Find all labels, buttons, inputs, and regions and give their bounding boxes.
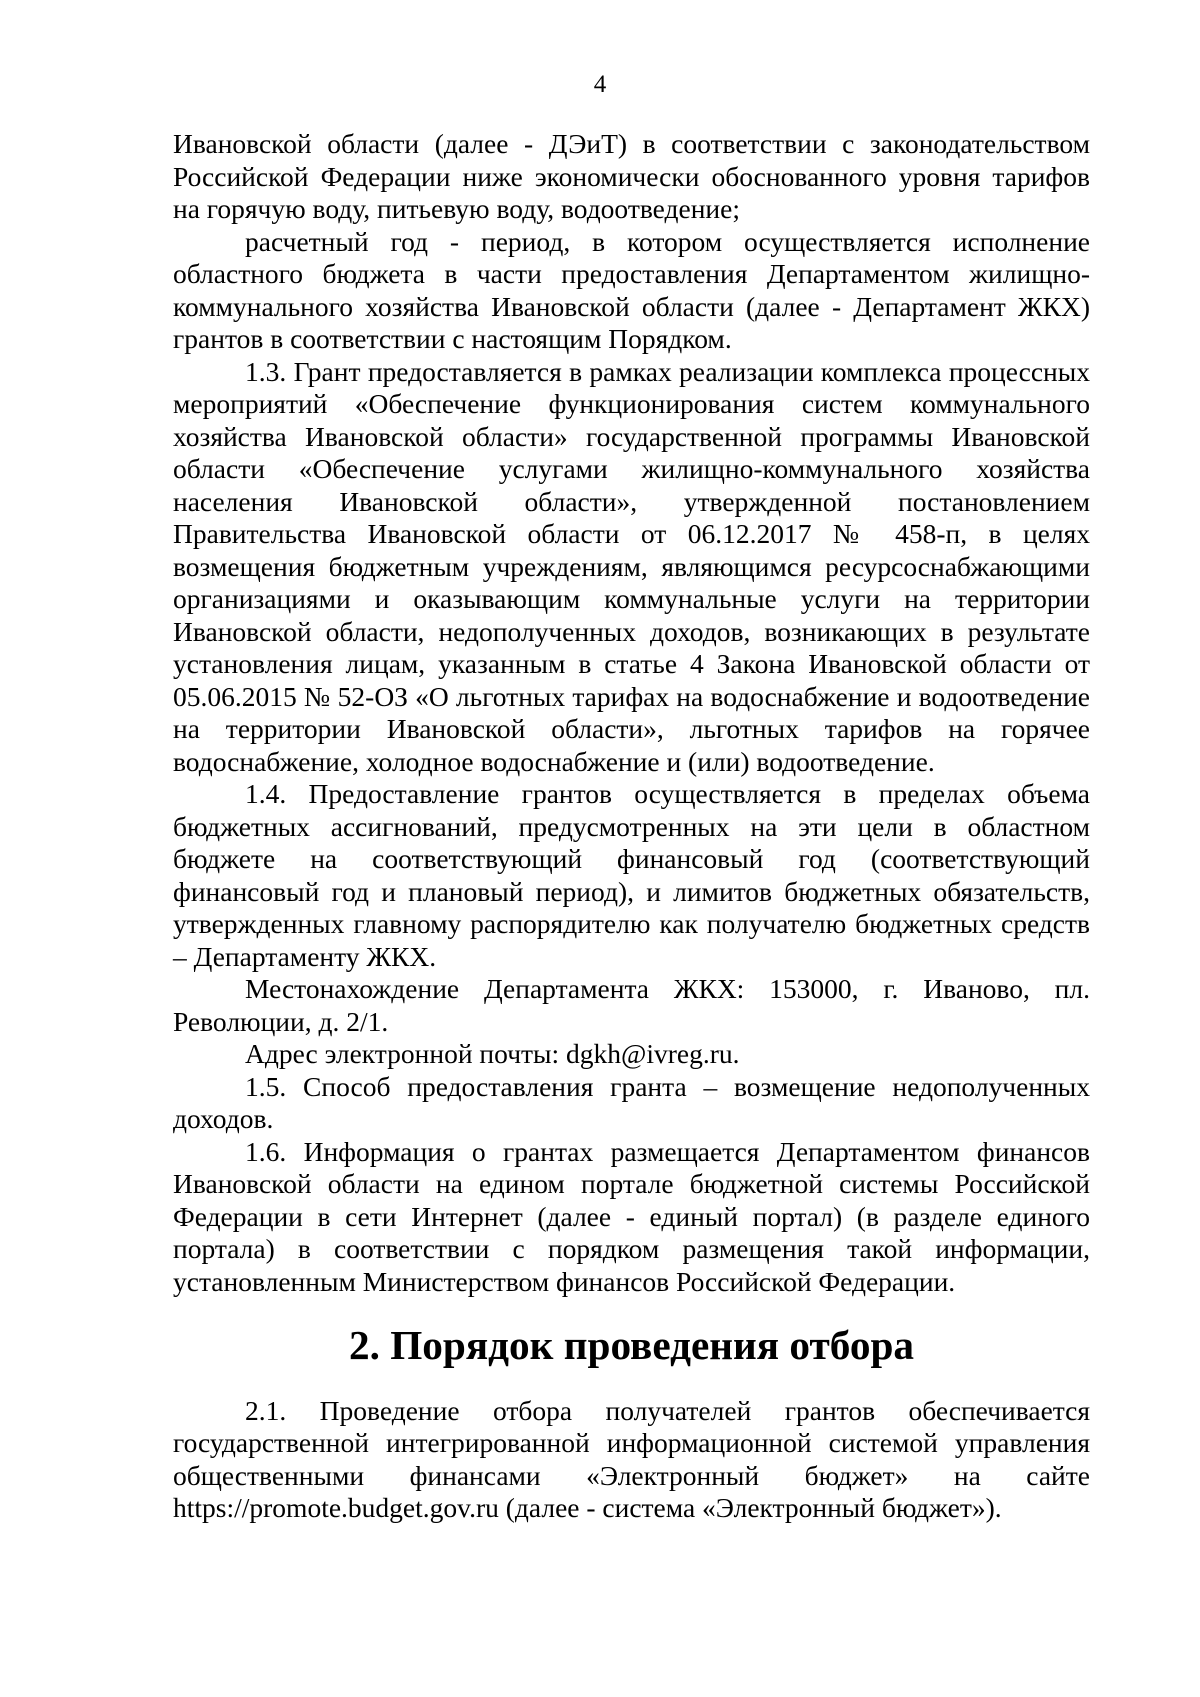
section-heading: 2. Порядок проведения отбора: [348, 1322, 915, 1368]
paragraph-2-1: 2.1. Проведение отбора получателей грантов обеспечивается государственной интегрированной информационной системой управления общественными финансами «Электронный бюджет» на сайте https://promote.budget.gov.ru (далее - система «Электронный бюджет»).: [173, 1394, 1090, 1523]
paragraph-location: Местонахождение Департамента ЖКХ: 153000, г. Иваново, пл. Революции, д. 2/1.: [173, 973, 1090, 1037]
paragraph-1-3: 1.3. Грант предоставляется в рамках реализации комплекса процессных мероприятий «Обеспечение функционирования систем коммунального хозяйства Ивановской области» государственной программы Ивановской области «Обеспечение услугами жилищно-коммунального хозяйства населения Ивановской области», утвержденной постановлением Правительства Ивановской области от 06.12.2017 № 458-п, в целях возмещения бюджетным учреждениям, являющимся ресурсоснабжающими организациями и оказывающим коммунальные услуги на территории Ивановской области, недополученных доходов, возникающих в результате установления лицам, указанным в статье 4 Закона Ивановской области от 05.06.2015 № 52-ОЗ «О льготных тарифах на водоснабжение и водоотведение на территории Ивановской области», льготных тарифов на горячее водоснабжение, холодное водоснабжение и (или) водоотведение.: [173, 355, 1090, 777]
paragraph-1-4: 1.4. Предоставление грантов осуществляется в пределах объема бюджетных ассигнований, предусмотренных на эти цели в областном бюджете на соответствующий финансовый год (соответствующий финансовый год и плановый период), и лимитов бюджетных обязательств, утвержденных главному распорядителю как получателю бюджетных средств – Департаменту ЖКХ.: [173, 778, 1090, 972]
paragraph-continuation: Ивановской области (далее - ДЭиТ) в соответствии с законодательством Российской Федерации ниже экономически обоснованного уровня тарифов на горячую воду, питьевую воду, водоотведение;: [173, 128, 1090, 224]
paragraph-email: Адрес электронной почты: dgkh@ivreg.ru.: [245, 1038, 740, 1069]
paragraph-1-5: 1.5. Способ предоставления гранта – возмещение недополученных доходов.: [173, 1070, 1090, 1134]
page-number: 4: [593, 71, 607, 98]
document-body: [173, 128, 1090, 1525]
paragraph-1-6: 1.6. Информация о грантах размещается Департаментом финансов Ивановской области на едином портале бюджетной системы Российской Федерации в сети Интернет (далее - единый портал) (в разделе единого портала) в соответствии с порядком размещения такой информации, установленным Министерством финансов Российской Федерации.: [173, 1135, 1090, 1297]
paragraph-settlement-year: расчетный год - период, в котором осуществляется исполнение областного бюджета в части предоставления Департаментом жилищно-коммунального хозяйства Ивановской области (далее - Департамент ЖКХ) грантов в соответствии с настоящим Порядком.: [173, 225, 1090, 354]
